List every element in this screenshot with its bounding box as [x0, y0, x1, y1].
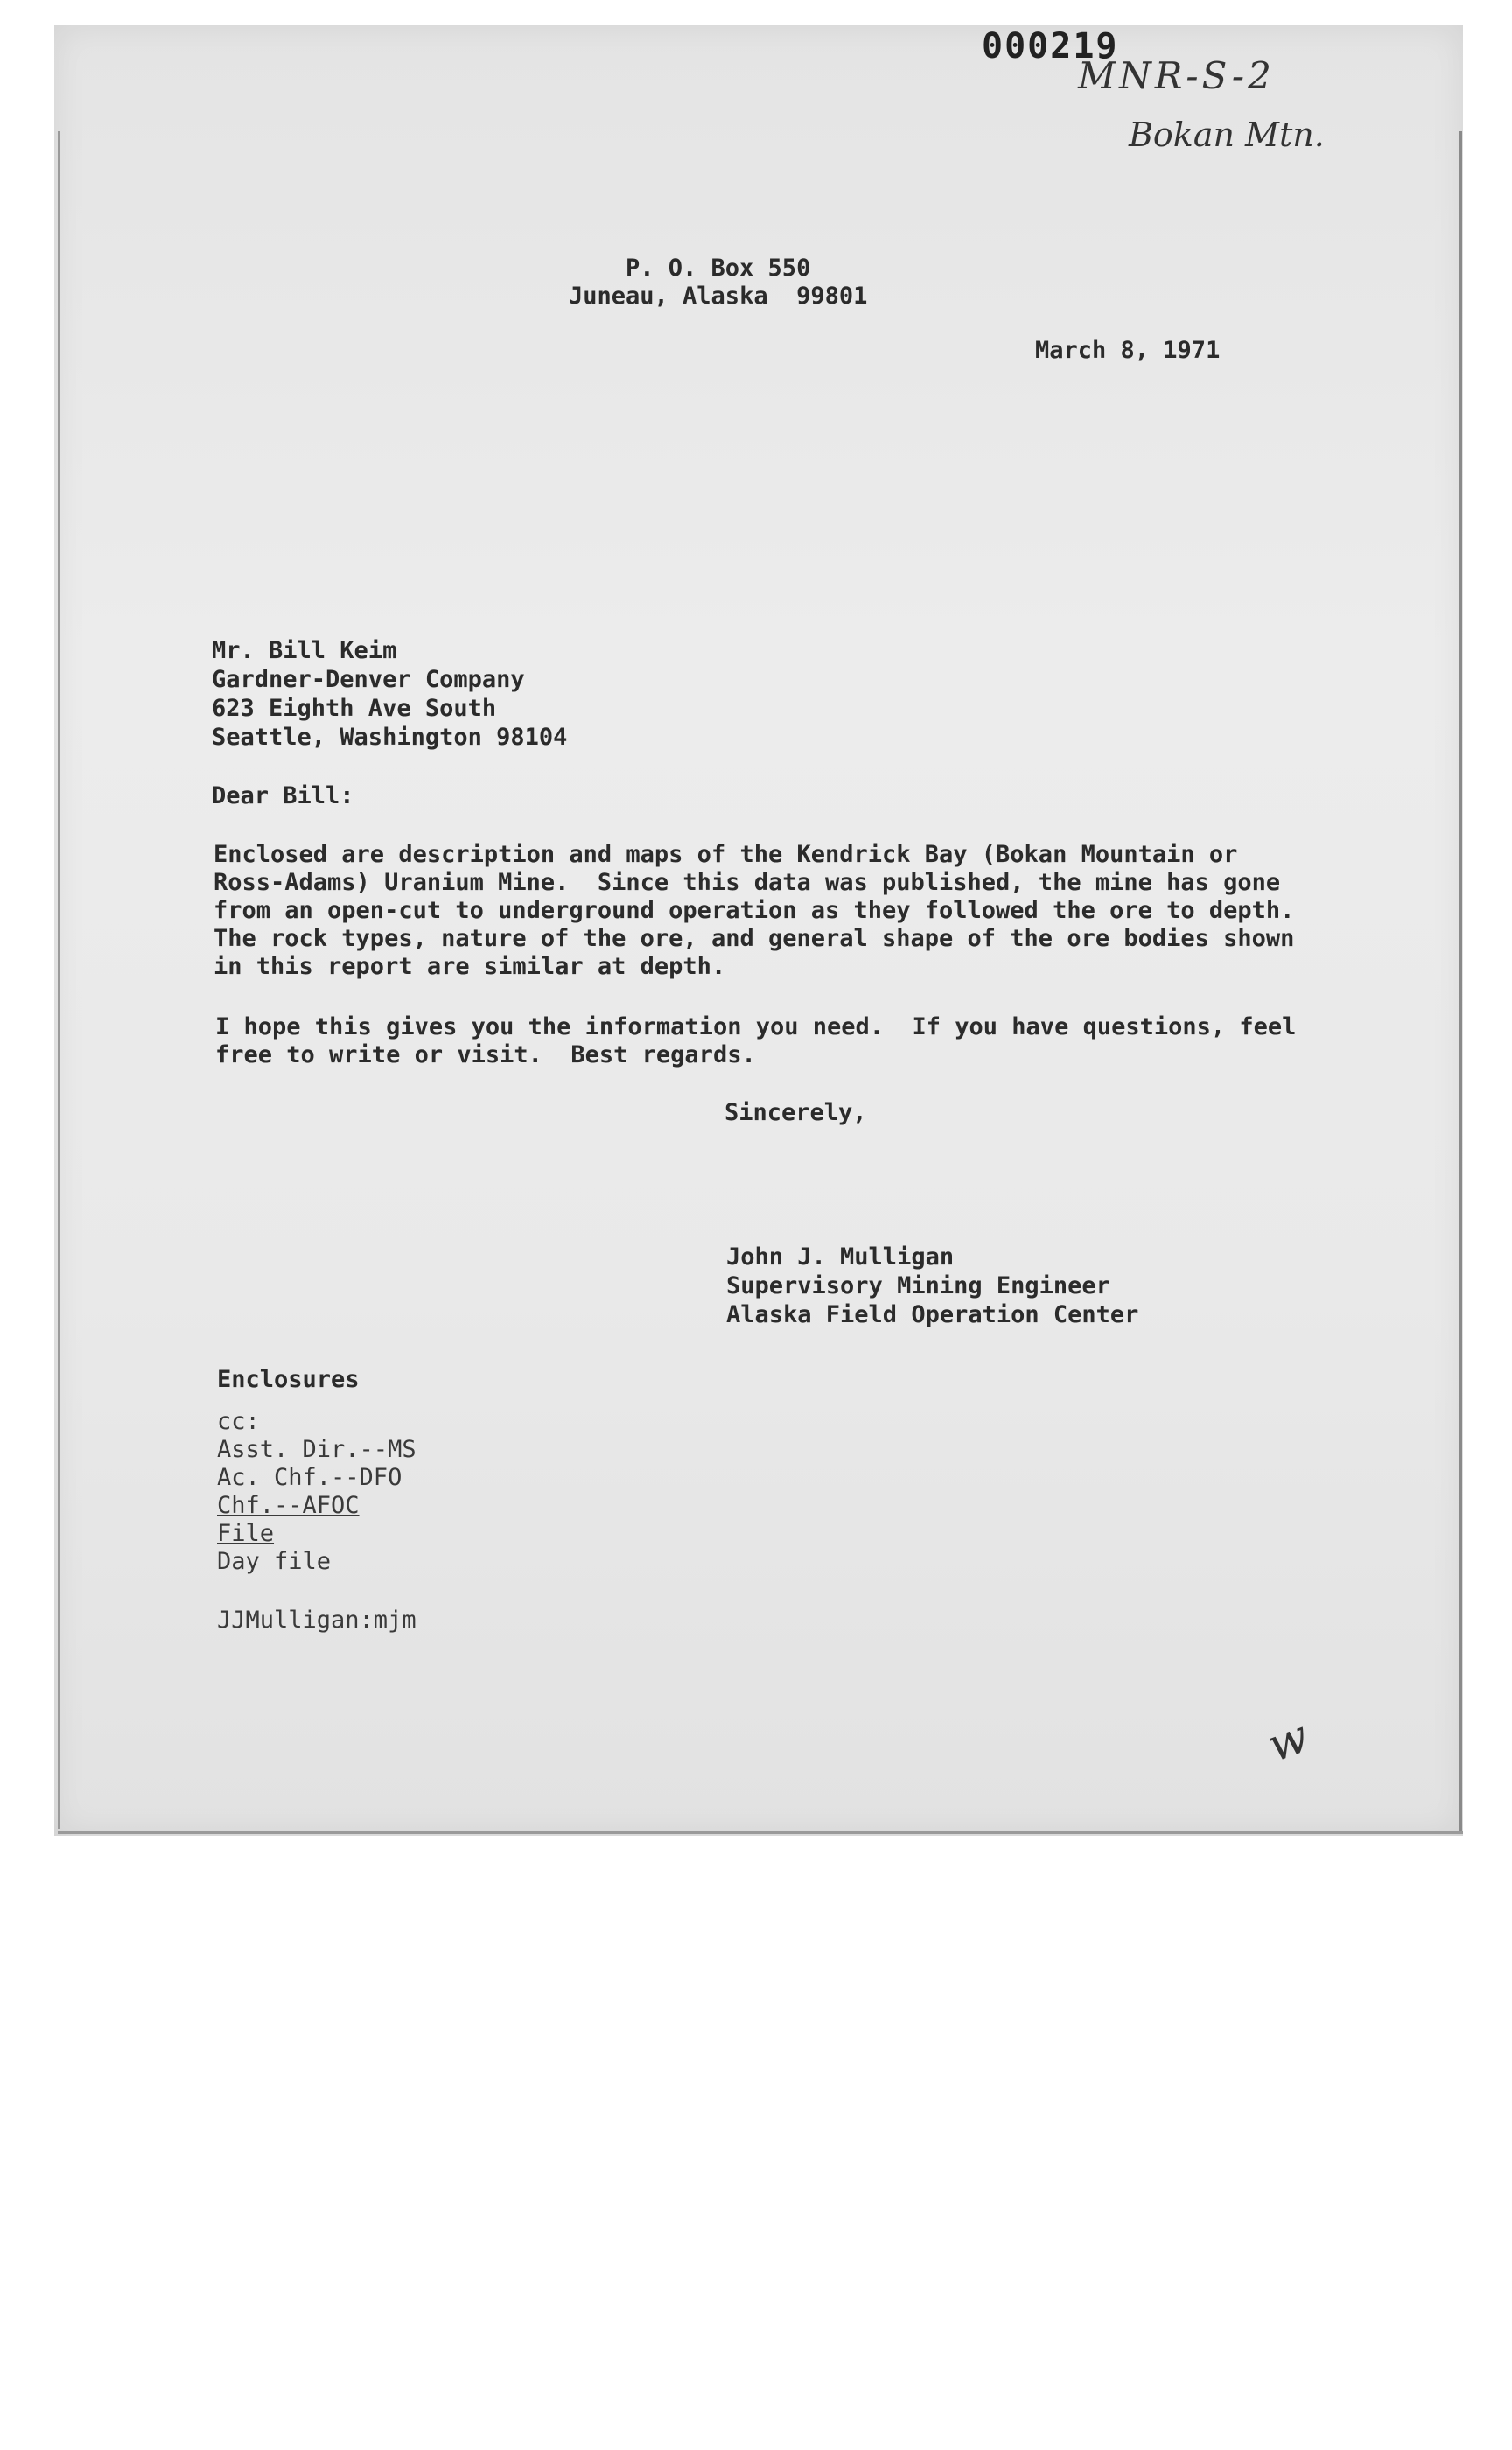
letter-date: March 8, 1971: [1035, 337, 1221, 364]
cc-item: Asst. Dir.--MS: [217, 1436, 416, 1463]
document-stamp-number: 000219: [982, 26, 1119, 66]
sheet-edge-left: [58, 131, 60, 1829]
recipient-city: Seattle, Washington 98104: [212, 724, 568, 751]
cc-item: File: [217, 1520, 275, 1547]
enclosures-label: Enclosures: [217, 1366, 360, 1393]
body-line: The rock types, nature of the ore, and general shape of the ore bodies shown: [214, 925, 1295, 952]
body-line: in this report are similar at depth.: [214, 953, 726, 980]
sheet-edge-right: [1460, 131, 1462, 1833]
handwritten-subject: Bokan Mtn.: [1129, 116, 1325, 154]
body-line: I hope this gives you the information you need. If you have questions, feel: [215, 1013, 1297, 1040]
cc-item: Ac. Chf.--DFO: [217, 1464, 402, 1491]
reference-initials: JJMulligan:mjm: [217, 1606, 416, 1634]
signer-title: Supervisory Mining Engineer: [726, 1272, 1110, 1299]
body-line: free to write or visit. Best regards.: [215, 1041, 756, 1068]
body-line: Enclosed are description and maps of the Kendrick Bay (Bokan Mountain or: [214, 841, 1238, 868]
cc-item: Chf.--AFOC: [217, 1492, 360, 1519]
signer-name: John J. Mulligan: [726, 1243, 955, 1270]
body-line: Ross-Adams) Uranium Mine. Since this data was published, the mine has gone: [214, 869, 1281, 896]
cc-item: Day file: [217, 1548, 332, 1575]
salutation: Dear Bill:: [212, 782, 354, 809]
handwritten-file-code: MNR-S-2: [1078, 54, 1275, 97]
closing: Sincerely,: [724, 1099, 867, 1126]
recipient-company: Gardner-Denver Company: [212, 666, 525, 693]
handwritten-initials: w: [1261, 1710, 1316, 1773]
cc-label: cc:: [217, 1408, 260, 1435]
sender-address-line1: P. O. Box 550: [626, 255, 811, 282]
body-line: from an open-cut to underground operation as they followed the ore to depth.: [214, 897, 1295, 924]
recipient-name: Mr. Bill Keim: [212, 637, 397, 664]
sheet-edge-bottom: [58, 1830, 1463, 1834]
signer-office: Alaska Field Operation Center: [726, 1301, 1139, 1328]
recipient-street: 623 Eighth Ave South: [212, 695, 497, 722]
sender-address-line2: Juneau, Alaska 99801: [569, 283, 868, 310]
